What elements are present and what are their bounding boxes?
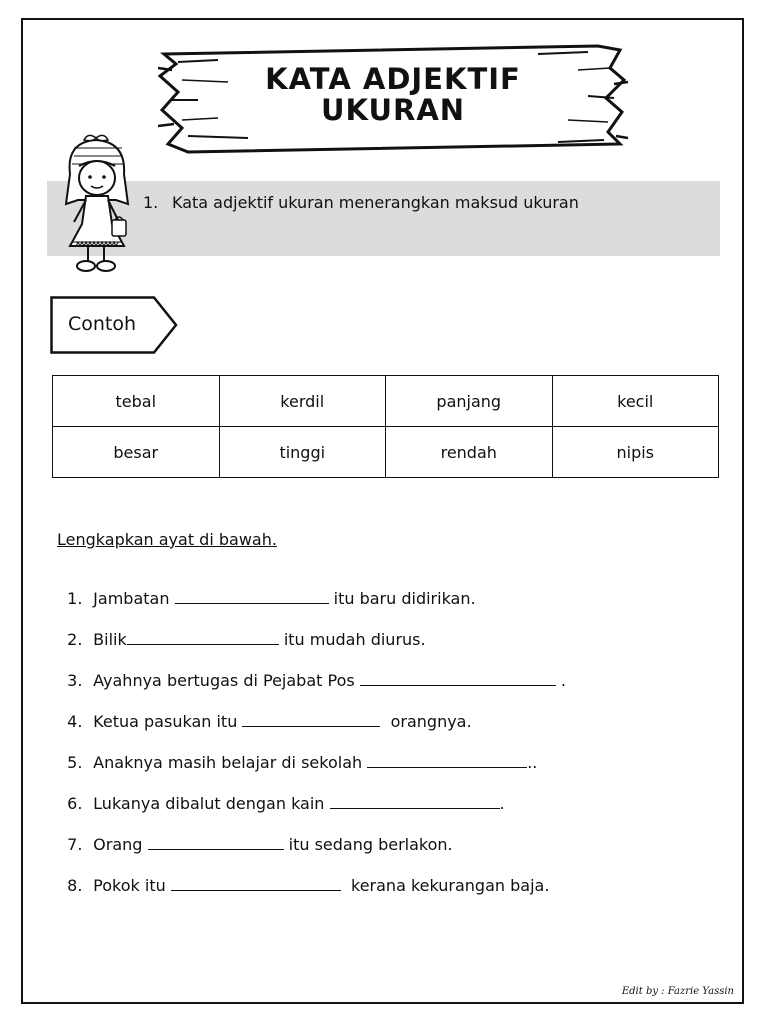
table-cell: besar (53, 427, 220, 478)
table-cell: tebal (53, 376, 220, 427)
note-number: 1. (143, 193, 159, 212)
question-number: 5. (67, 753, 83, 772)
question-number: 8. (67, 876, 83, 895)
table-cell: kecil (552, 376, 719, 427)
question-text-before: Lukanya dibalut dengan kain (93, 794, 330, 813)
contoh-label: Contoh (68, 313, 137, 335)
question-text-before: Anaknya masih belajar di sekolah (93, 753, 368, 772)
question-7 (57, 816, 453, 854)
question-5 (57, 734, 537, 772)
answer-blank[interactable] (175, 589, 329, 604)
question-text-after: . (499, 794, 505, 813)
answer-blank[interactable] (148, 835, 284, 850)
question-text-before: Ayahnya bertugas di Pejabat Pos (93, 671, 360, 690)
question-number: 6. (67, 794, 83, 813)
example-words-table (52, 375, 719, 478)
title-line-1: KATA ADJEKTIF (265, 62, 521, 96)
question-text-before: Ketua pasukan itu (93, 712, 243, 731)
question-text-before: Jambatan (93, 589, 175, 608)
table-cell: rendah (386, 427, 553, 478)
note-text: Kata adjektif ukuran menerangkan maksud ukuran (172, 193, 579, 212)
question-number: 1. (67, 589, 83, 608)
answer-blank[interactable] (360, 671, 556, 686)
title-plank (158, 40, 628, 158)
title-line-2: UKURAN (320, 93, 466, 127)
table-row (53, 376, 719, 427)
question-number: 4. (67, 712, 83, 731)
table-cell: panjang (386, 376, 553, 427)
question-number: 7. (67, 835, 83, 854)
question-number: 2. (67, 630, 83, 649)
question-text-after: itu baru didirikan. (328, 589, 476, 608)
question-2 (57, 611, 426, 649)
question-number: 3. (67, 671, 83, 690)
question-text-before: Bilik (93, 630, 127, 649)
exercise-instruction: Lengkapkan ayat di bawah. (57, 530, 277, 549)
question-text-after: orangnya. (380, 712, 472, 731)
editor-credit: Edit by : Fazrie Yassin (621, 986, 734, 997)
question-text-after: .. (527, 753, 538, 772)
answer-blank[interactable] (242, 712, 380, 727)
question-6 (57, 775, 505, 813)
question-1 (57, 570, 476, 608)
table-cell: kerdil (219, 376, 386, 427)
question-4 (57, 693, 472, 731)
question-text-before: Orang (93, 835, 148, 854)
question-8 (57, 857, 549, 895)
question-text-after: itu sedang berlakon. (283, 835, 453, 854)
answer-blank[interactable] (330, 794, 500, 809)
answer-blank[interactable] (367, 753, 527, 768)
question-text-before: Pokok itu (93, 876, 171, 895)
table-cell: tinggi (219, 427, 386, 478)
girl-illustration (58, 134, 138, 276)
answer-blank[interactable] (171, 876, 341, 891)
question-3 (57, 652, 566, 690)
page-title (158, 64, 628, 126)
answer-blank[interactable] (127, 630, 279, 645)
question-text-after: . (555, 671, 566, 690)
table-row (53, 427, 719, 478)
question-text-after: itu mudah diurus. (278, 630, 426, 649)
table-cell: nipis (552, 427, 719, 478)
question-text-after: kerana kekurangan baja. (340, 876, 550, 895)
